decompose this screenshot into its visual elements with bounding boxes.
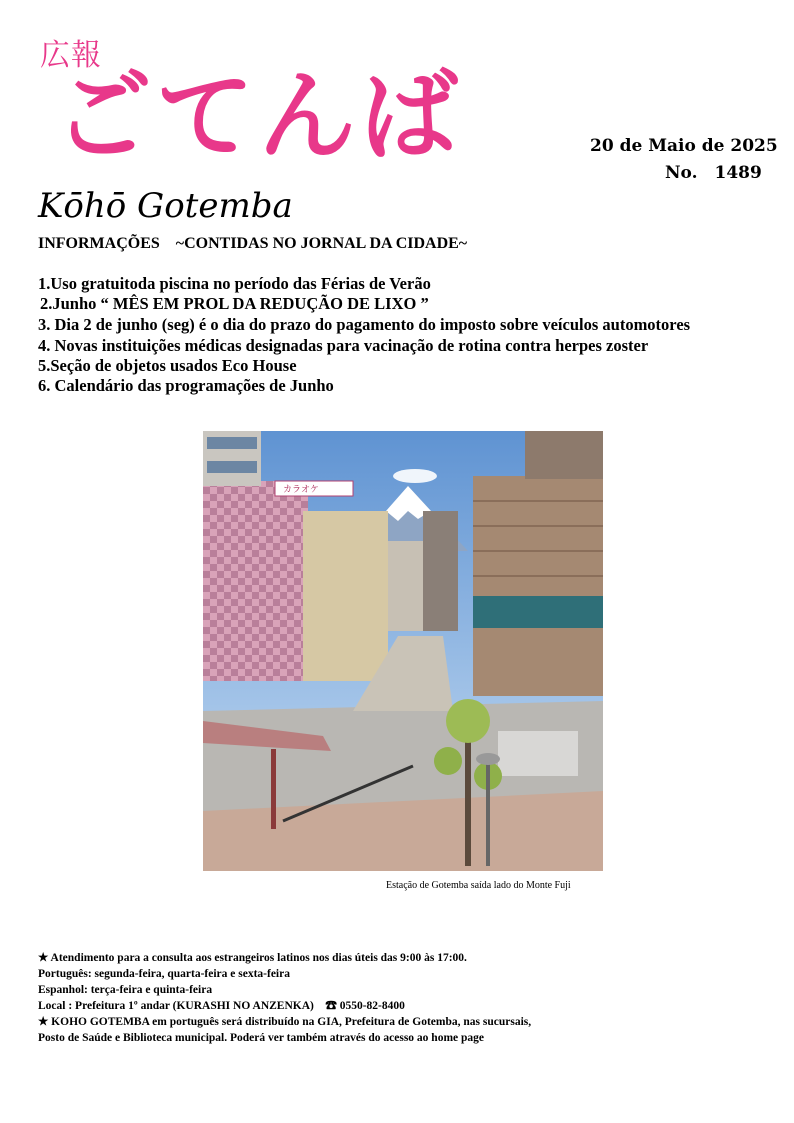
cloud: [393, 469, 437, 483]
masthead-title-jp: ごてんば: [54, 60, 463, 174]
footer-line: Local : Prefeitura 1º andar (KURASHI NO ANZENKA) ☎ 0550-82-8400: [38, 1000, 405, 1012]
toc-item: 1.Uso gratuitoda piscina no período das Férias de Verão: [38, 274, 431, 293]
masthead-title-romaji: Kōhō Gotemba: [38, 186, 293, 226]
station-photo: [203, 431, 603, 871]
tree-leaves: [446, 699, 490, 743]
toc-item: 2.Junho “ MÊS EM PROL DA REDUÇÃO DE LIXO ”: [40, 294, 429, 313]
footer-line: Português: segunda-feira, quarta-feira e sexta-feira: [38, 968, 290, 980]
checker-building: [203, 481, 308, 681]
issue-date: 20 de Maio de 2025: [590, 136, 778, 156]
footer-notice: [38, 950, 758, 1046]
toc-item: 3. Dia 2 de junho (seg) é o dia do prazo do pagamento do imposto sobre veículos automotores: [38, 315, 691, 334]
tree-trunk: [465, 731, 471, 866]
masthead-kanji: 広報: [40, 38, 102, 73]
footer-line: Espanhol: terça-feira e quinta-feira: [38, 984, 213, 996]
masthead-subtitle: INFORMAÇÕES ~CONTIDAS NO JORNAL DA CIDADE~: [38, 235, 468, 252]
toc-item: 6. Calendário das programações de Junho: [38, 376, 334, 395]
footer-line: ★ Atendimento para a consulta aos estrangeiros latinos nos dias úteis das 9:00 às 17:00.: [38, 952, 467, 964]
toc-item: 5.Seção de objetos usados Eco House: [38, 356, 297, 375]
street-lamp: [486, 761, 490, 866]
issue-number: No. 1489: [665, 163, 762, 183]
toc-item: 4. Novas instituições médicas designadas para vacinação de rotina contra herpes zoster: [38, 336, 649, 355]
footer-line: ★ KOHO GOTEMBA em português será distribuído na GIA, Prefeitura de Gotemba, nas sucursais,: [38, 1016, 532, 1028]
svg-text:カラオケ: カラオケ: [283, 485, 319, 495]
photo-caption: Estação de Gotemba saída lado do Monte Fuji: [386, 880, 571, 891]
round-building: [473, 476, 603, 696]
crosswalk: [498, 731, 578, 776]
table-of-contents: [38, 274, 758, 396]
footer-line: Posto de Saúde e Biblioteca municipal. Poderá ver também através do acesso ao home page: [38, 1032, 485, 1044]
